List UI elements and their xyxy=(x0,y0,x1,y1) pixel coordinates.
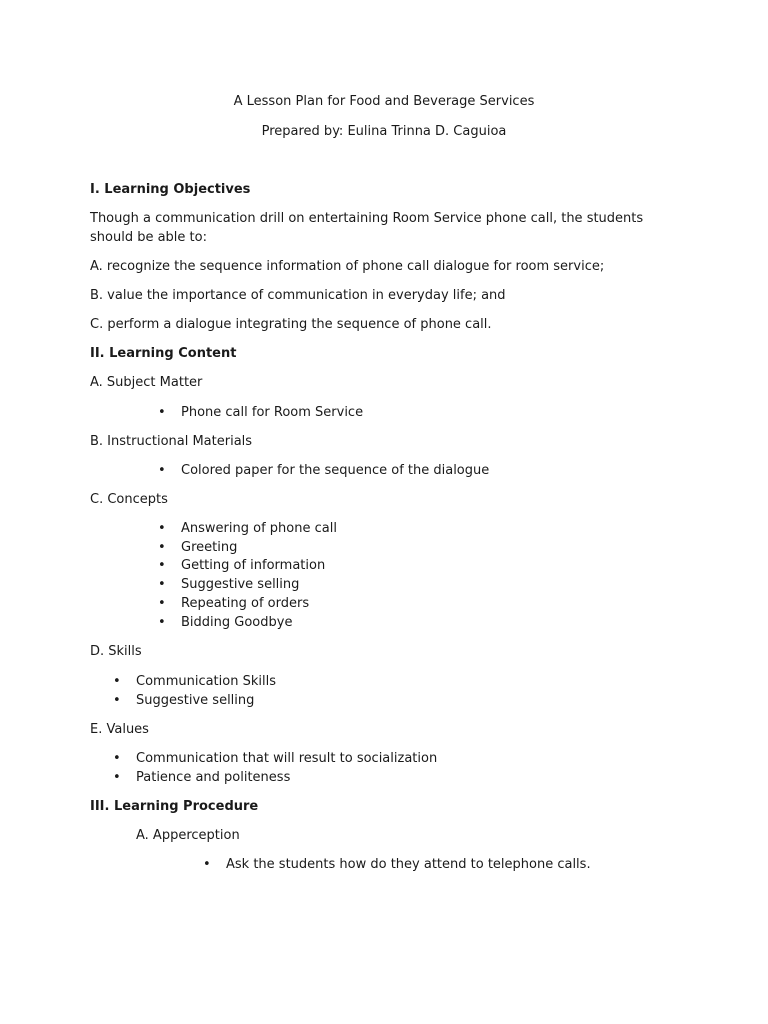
bullet-icon: • xyxy=(158,577,166,593)
objective-item: B. value the importance of communication in everyday life; and xyxy=(90,288,506,303)
values-list xyxy=(113,750,438,787)
list-item: • Colored paper for the sequence of the dialogue xyxy=(181,462,489,481)
apperception-list xyxy=(203,856,591,875)
list-item: • Greeting xyxy=(181,539,337,558)
list-item: • Suggestive selling xyxy=(136,692,276,711)
list-item: • Patience and politeness xyxy=(136,769,437,788)
bullet-icon: • xyxy=(158,405,166,420)
bullet-icon: • xyxy=(158,595,166,611)
bullet-icon: • xyxy=(113,692,121,708)
section-heading-objectives: I. Learning Objectives xyxy=(90,182,251,197)
concepts-list xyxy=(158,520,337,632)
bullet-icon: • xyxy=(113,674,121,689)
bullet-icon: • xyxy=(203,857,211,872)
subject-matter-label: A. Subject Matter xyxy=(90,375,203,390)
bullet-icon: • xyxy=(158,539,166,555)
section-heading-content: II. Learning Content xyxy=(90,346,237,361)
section-heading-procedure: III. Learning Procedure xyxy=(90,799,259,814)
bullet-icon: • xyxy=(113,751,121,766)
list-item: • Ask the students how do they attend to telephone calls. xyxy=(226,856,591,875)
values-label: E. Values xyxy=(90,722,149,737)
list-item: • Bidding Goodbye xyxy=(181,614,337,633)
bullet-icon: • xyxy=(113,769,121,785)
prepared-by: Prepared by: Eulina Trinna D. Caguioa xyxy=(261,124,507,139)
document-title: A Lesson Plan for Food and Beverage Services xyxy=(233,94,535,109)
list-item: • Suggestive selling xyxy=(181,576,337,595)
concepts-label: C. Concepts xyxy=(90,492,168,507)
bullet-icon: • xyxy=(158,614,166,630)
list-item: • Answering of phone call xyxy=(181,520,337,539)
bullet-icon: • xyxy=(158,521,166,536)
objective-item: C. perform a dialogue integrating the sequence of phone call. xyxy=(90,317,492,332)
instructional-materials-label: B. Instructional Materials xyxy=(90,434,253,449)
apperception-label: A. Apperception xyxy=(136,828,240,843)
list-item: • Phone call for Room Service xyxy=(181,404,363,423)
objectives-intro: Though a communication drill on entertaining Room Service phone call, the students should be able to: xyxy=(90,211,644,245)
skills-label: D. Skills xyxy=(90,644,142,659)
list-item: • Communication Skills xyxy=(136,673,276,692)
subject-matter-list xyxy=(158,404,364,423)
skills-list xyxy=(113,673,276,710)
list-item: • Communication that will result to socialization xyxy=(136,750,437,769)
bullet-icon: • xyxy=(158,463,166,478)
instructional-materials-list xyxy=(158,462,490,481)
list-item: • Getting of information xyxy=(181,557,337,576)
bullet-icon: • xyxy=(158,558,166,574)
objective-item: A. recognize the sequence information of phone call dialogue for room service; xyxy=(90,259,605,274)
list-item: • Repeating of orders xyxy=(181,595,337,614)
